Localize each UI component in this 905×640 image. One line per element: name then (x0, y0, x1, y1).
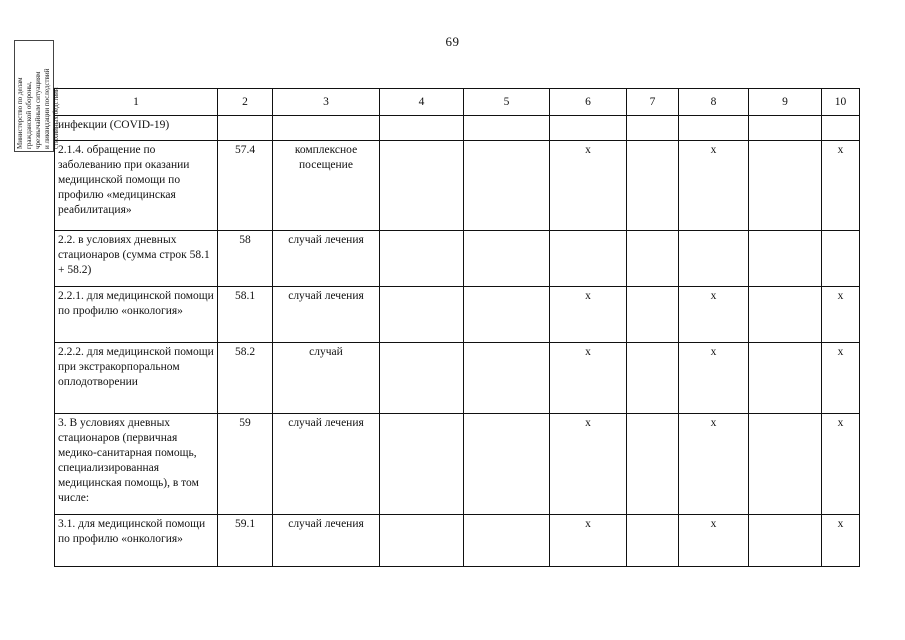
table-cell: х (822, 343, 860, 414)
row-code: 59.1 (218, 515, 273, 567)
row-label: инфекции (COVID-19) (55, 116, 218, 141)
column-header: 5 (464, 89, 550, 116)
row-code: 58 (218, 231, 273, 287)
table-cell: х (550, 414, 627, 515)
table-cell (464, 141, 550, 231)
row-label: 2.2. в условиях дневных стационаров (сумма строк 58.1 + 58.2) (55, 231, 218, 287)
table-cell (627, 287, 679, 343)
table-cell (380, 116, 464, 141)
table-cell: х (822, 287, 860, 343)
table-cell (749, 141, 822, 231)
table-cell: х (550, 287, 627, 343)
column-header: 2 (218, 89, 273, 116)
table-cell (679, 231, 749, 287)
table-cell (380, 343, 464, 414)
table-row (55, 414, 860, 515)
unit-cell: случай лечения (273, 515, 380, 567)
row-label: 3.1. для медицинской помощи по профилю «онкология» (55, 515, 218, 567)
table-cell: х (679, 343, 749, 414)
table-cell (550, 231, 627, 287)
registration-stamp (14, 40, 60, 152)
table-cell (749, 515, 822, 567)
table-cell (380, 414, 464, 515)
table-row (55, 515, 860, 567)
table-cell (464, 343, 550, 414)
table-cell (380, 287, 464, 343)
column-header: 8 (679, 89, 749, 116)
stamp-line: чрезвычайным ситуациям (34, 71, 42, 149)
table-cell (464, 414, 550, 515)
table-cell (627, 231, 679, 287)
row-label: 2.2.2. для медицинской помощи при экстракорпоральном оплодотворении (55, 343, 218, 414)
column-header: 7 (627, 89, 679, 116)
table-cell (464, 231, 550, 287)
table-cell (380, 231, 464, 287)
column-header: 10 (822, 89, 860, 116)
table-cell (380, 515, 464, 567)
row-code (218, 116, 273, 141)
table-cell (550, 116, 627, 141)
stamp-line: гражданской обороны, (25, 81, 33, 149)
row-label: 3. В условиях дневных стационаров (первичная медико-санитарная помощь, специализированная медицинская помощь), в том числе: (55, 414, 218, 515)
table-cell (464, 287, 550, 343)
table-cell (627, 515, 679, 567)
table-cell (464, 515, 550, 567)
column-header: 3 (273, 89, 380, 116)
row-code: 57.4 (218, 141, 273, 231)
page-number: 69 (445, 34, 460, 49)
table-cell (749, 231, 822, 287)
stamp-line: стихийных бедствий (52, 87, 60, 149)
table-cell: х (550, 141, 627, 231)
table-cell (464, 116, 550, 141)
table-cell (380, 141, 464, 231)
table-cell (822, 231, 860, 287)
table-cell: х (822, 414, 860, 515)
table-cell (749, 116, 822, 141)
table-cell: х (679, 287, 749, 343)
row-label: 2.2.1. для медицинской помощи по профилю «онкология» (55, 287, 218, 343)
table-cell: х (550, 343, 627, 414)
unit-cell: случай лечения (273, 287, 380, 343)
table-cell: х (550, 515, 627, 567)
table-cell (627, 141, 679, 231)
row-code: 59 (218, 414, 273, 515)
table-cell (679, 116, 749, 141)
table-cell: х (679, 515, 749, 567)
row-label: 2.1.4. обращение по заболеванию при оказании медицинской помощи по профилю «медицинская реабилитация» (55, 141, 218, 231)
table-cell: х (822, 515, 860, 567)
table-cell (627, 343, 679, 414)
table-row (55, 141, 860, 231)
table-cell (749, 287, 822, 343)
table-cell: х (679, 414, 749, 515)
unit-cell: случай лечения (273, 414, 380, 515)
stamp-line: и ликвидации последствий (43, 68, 51, 149)
table-cell (822, 116, 860, 141)
unit-cell (273, 116, 380, 141)
table-row (55, 287, 860, 343)
unit-cell: случай (273, 343, 380, 414)
unit-cell: комплексное посещение (273, 141, 380, 231)
column-header: 9 (749, 89, 822, 116)
column-header: 6 (550, 89, 627, 116)
table-cell: х (679, 141, 749, 231)
table-cell (627, 414, 679, 515)
row-code: 58.2 (218, 343, 273, 414)
data-table (54, 88, 860, 567)
table-row (55, 231, 860, 287)
table-row (55, 116, 860, 141)
stamp-line: Министерство по делам (16, 77, 24, 149)
table-row (55, 343, 860, 414)
table-cell (749, 414, 822, 515)
table-cell (627, 116, 679, 141)
column-header: 4 (380, 89, 464, 116)
row-code: 58.1 (218, 287, 273, 343)
table-cell: х (822, 141, 860, 231)
column-header: 1 (55, 89, 218, 116)
table-cell (749, 343, 822, 414)
header-row (55, 89, 860, 116)
unit-cell: случай лечения (273, 231, 380, 287)
